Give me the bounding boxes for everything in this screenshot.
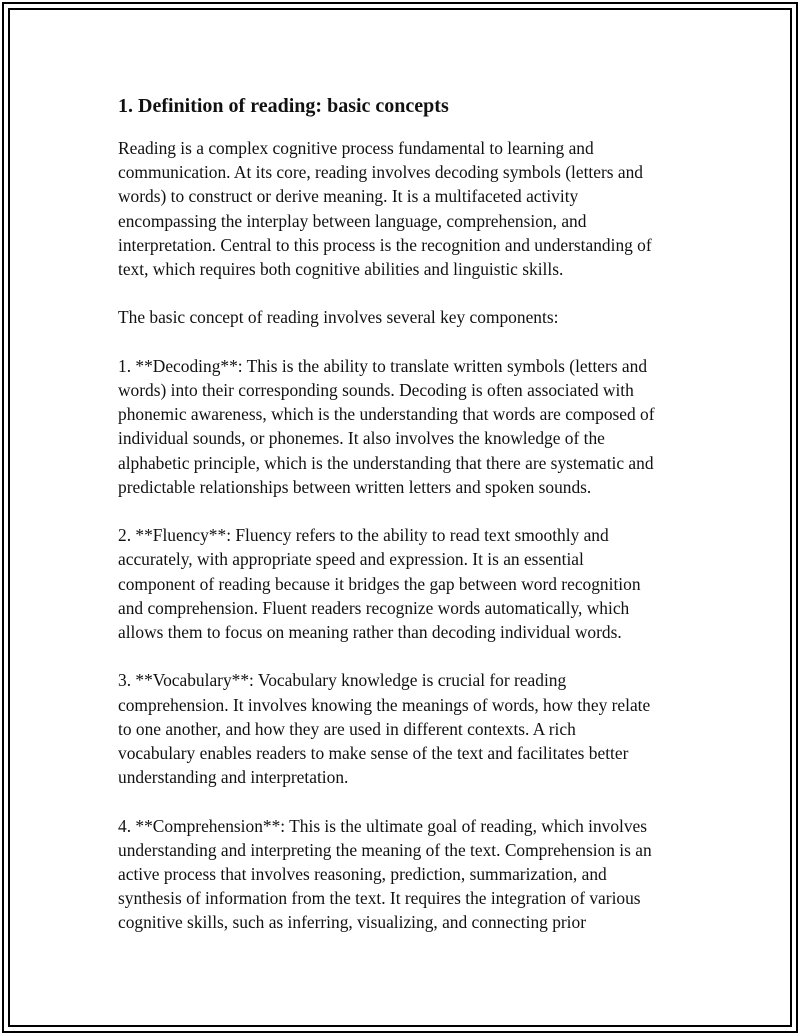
paragraph [118,136,698,281]
text-line: 1. **Decoding**: This is the ability to translate written symbols (letters and [118,355,648,376]
text-line: interpretation. Central to this process is the recognition and understanding of [118,234,652,255]
text-line: understanding and interpretation. [118,767,349,788]
text-line: alphabetic principle, which is the understanding that there are systematic and [118,452,654,473]
text-line: to one another, and how they are used in different contexts. A rich [118,718,576,739]
text-line: comprehension. It involves knowing the meanings of words, how they relate [118,694,651,715]
text-line: text, which requires both cognitive abilities and linguistic skills. [118,259,564,280]
text-line: vocabulary enables readers to make sense of the text and facilitates better [118,743,629,764]
text-line: encompassing the interplay between language, comprehension, and [118,210,587,231]
section-heading: 1. Definition of reading: basic concepts [118,95,449,117]
text-line: allows them to focus on meaning rather than decoding individual words. [118,622,622,643]
paragraph [118,354,698,499]
paragraph [118,523,698,644]
text-line: understanding and interpreting the meaning of the text. Comprehension is an [118,839,652,860]
paragraph [118,814,698,935]
text-line: words) into their corresponding sounds. Decoding is often associated with [118,380,634,400]
text-line: accurately, with appropriate speed and expression. It is an essential [118,549,584,570]
text-line: component of reading because it bridges the gap between word recognition [118,573,641,594]
text-line: words) to construct or derive meaning. It is a multifaceted activity [118,186,579,207]
text-line: The basic concept of reading involves several key components: [118,307,559,328]
text-line: individual sounds, or phonemes. It also involves the knowledge of the [118,428,605,449]
text-line: and comprehension. Fluent readers recognize words automatically, which [118,597,630,618]
document-body [118,92,698,959]
text-line: active process that involves reasoning, prediction, summarization, and [118,864,607,885]
text-line: 4. **Comprehension**: This is the ultimate goal of reading, which involves [118,815,648,836]
paragraph [118,668,698,789]
text-line: 2. **Fluency**: Fluency refers to the ability to read text smoothly and [118,525,609,546]
paragraph [118,305,698,329]
text-line: communication. At its core, reading involves decoding symbols (letters and [118,162,643,183]
text-line: Reading is a complex cognitive process fundamental to learning and [118,138,594,158]
text-line: phonemic awareness, which is the understanding that words are composed of [118,404,655,425]
paragraph-list [118,136,698,935]
text-line: 3. **Vocabulary**: Vocabulary knowledge is crucial for reading [118,670,567,691]
text-line: predictable relationships between written letters and spoken sounds. [118,476,592,497]
text-line: synthesis of information from the text. It requires the integration of various [118,888,641,909]
text-line: cognitive skills, such as inferring, visualizing, and connecting prior [118,912,586,933]
